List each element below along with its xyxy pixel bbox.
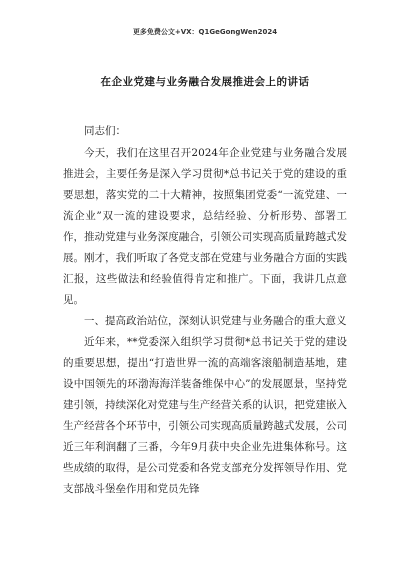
page-title: 在企业党建与业务融合发展推进会上的讲话 [100, 76, 310, 88]
paragraph: 近年来，**党委深入组织学习贯彻*总书记关于党的建设的重要思想，提出“打造世界一流的高端客滚船制造基地，建设中国领先的环渤海海洋装备维保中心”的发展愿景，坚持党建引领，持续深化对党建与生产经营关系的认识，把党建嵌入生产经营各个环节中，引领公司实现高质量跨越式发展，公司近三年利润翻了三番，今年9月获中央企业先进集体称号。这些成绩的取得，是公司党委和各党支部充分发挥领导作用、党支部战斗堡垒作用和党员先锋 [63, 336, 347, 495]
paragraph: 今天，我们在这里召开2024年企业党建与业务融合发展推进会，主要任务是深入学习贯彻*总书记关于党的建设的重要思想，落实党的二十大精神，按照集团党委“一流党建、一流企业”双一流的建设要求，总结经验、分析形势、部署工作，推动党建与业务深度融合，引领公司实现高质量跨越式发展。刚才，我们听取了各党支部在党建与业务融合方面的实践汇报，这些做法和经验值得肯定和推广。下面，我讲几点意见。 [63, 147, 347, 306]
greeting: 同志们： [84, 125, 126, 137]
document-body [63, 121, 347, 500]
header-note: 更多免费公文+VX：Q1GeGongWen2024 [132, 28, 278, 36]
section-heading: 一、提高政治站位，深刻认识党建与业务融合的重大意义 [84, 315, 347, 327]
